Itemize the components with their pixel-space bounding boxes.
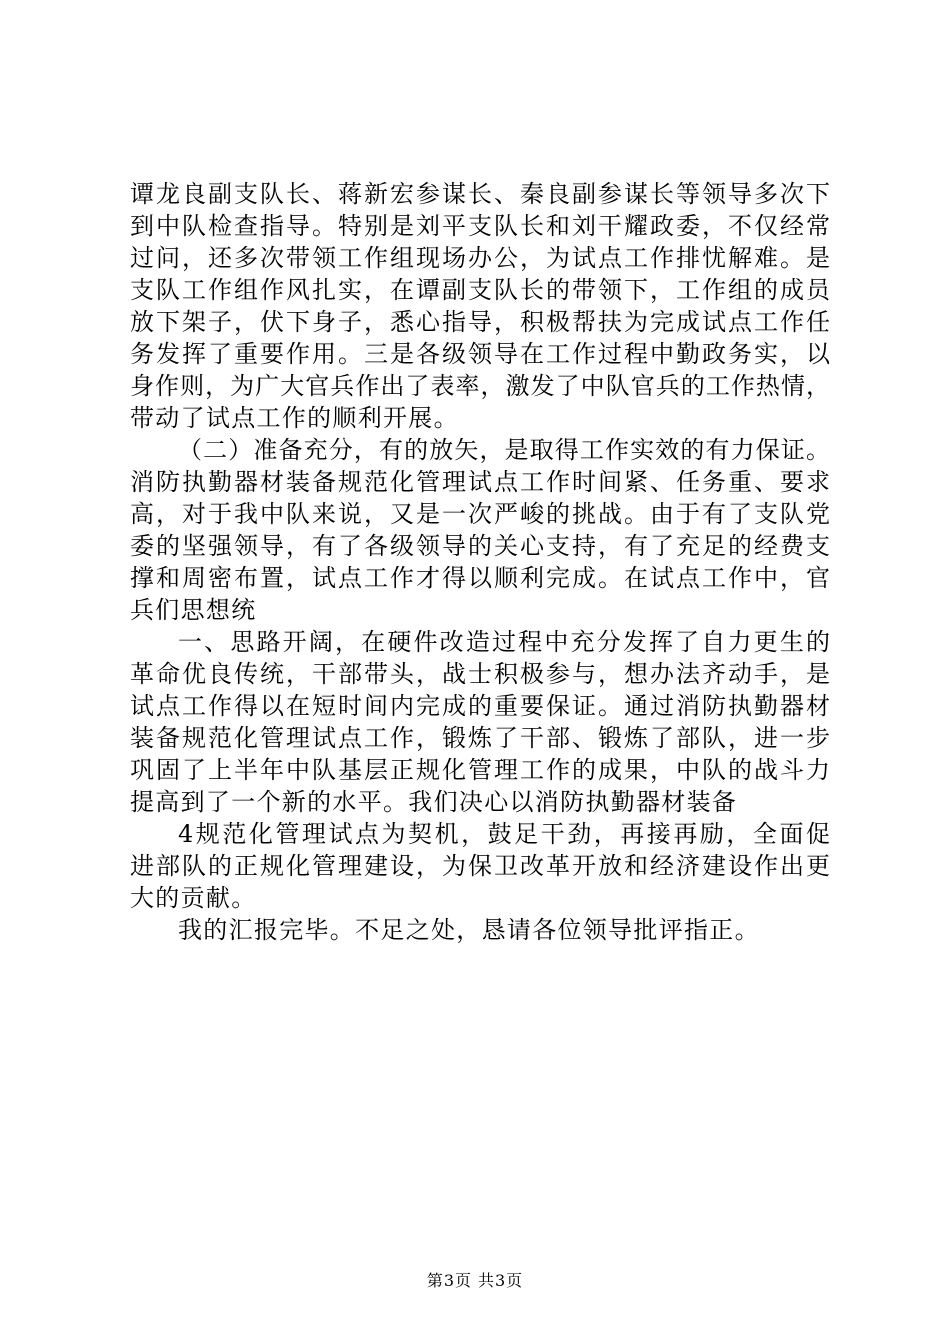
- text-line: 革命优良传统，干部带头，战士积极参与，想办法齐动手，是: [130, 660, 830, 688]
- text-line: 放下架子，伏下身子，悉心指导，积极帮扶为完成试点工作任: [130, 308, 830, 336]
- text-line: 支队工作组作风扎实，在谭副支队长的带领下，工作组的成员: [130, 276, 830, 304]
- paragraph-start: 一、思路开阔，在硬件改造过程中充分发挥了自力更生的: [178, 628, 830, 656]
- page-total: 共3页: [478, 1271, 524, 1290]
- page-number: 第3页: [426, 1271, 472, 1290]
- text-line: 装备规范化管理试点工作，锻炼了干部、锻炼了部队，进一步: [130, 724, 830, 752]
- section-heading-2: （二）准备充分，有的放矢，是取得工作实效的有力保证。: [178, 436, 830, 464]
- text-line: 大的贡献。: [130, 884, 257, 912]
- text-line: 撑和周密布置，试点工作才得以顺利完成。在试点工作中，官: [130, 564, 830, 592]
- text-line: 务发挥了重要作用。三是各级领导在工作过程中勤政务实，以: [130, 340, 830, 368]
- text-line: 巩固了上半年中队基层正规化管理工作的成果，中队的战斗力: [130, 756, 830, 784]
- paragraph-start: 4规范化管理试点为契机，鼓足干劲，再接再励，全面促: [178, 820, 830, 848]
- text-line: 到中队检查指导。特别是刘平支队长和刘干耀政委，不仅经常: [130, 212, 830, 240]
- text-line: 兵们思想统: [130, 596, 257, 624]
- page-footer: [0, 1271, 950, 1291]
- text-line: 进部队的正规化管理建设，为保卫改革开放和经济建设作出更: [130, 852, 830, 880]
- text-line: 身作则，为广大官兵作出了表率，激发了中队官兵的工作热情，: [130, 372, 830, 400]
- text-line: 过问，还多次带领工作组现场办公，为试点工作排忧解难。是: [130, 244, 830, 272]
- closing-line: 我的汇报完毕。不足之处，恳请各位领导批评指正。: [178, 916, 760, 944]
- text-line: 委的坚强领导，有了各级领导的关心支持，有了充足的经费支: [130, 532, 830, 560]
- text-line: 消防执勤器材装备规范化管理试点工作时间紧、任务重、要求: [130, 468, 830, 496]
- body-text: [130, 178, 830, 946]
- text-line: 试点工作得以在短时间内完成的重要保证。通过消防执勤器材: [130, 692, 830, 720]
- text-line: 提高到了一个新的水平。我们决心以消防执勤器材装备: [130, 788, 738, 816]
- text-line: 带动了试点工作的顺利开展。: [130, 404, 459, 432]
- text-line: 高，对于我中队来说，又是一次严峻的挑战。由于有了支队党: [130, 500, 830, 528]
- text-line: 谭龙良副支队长、蒋新宏参谋长、秦良副参谋长等领导多次下: [130, 180, 830, 208]
